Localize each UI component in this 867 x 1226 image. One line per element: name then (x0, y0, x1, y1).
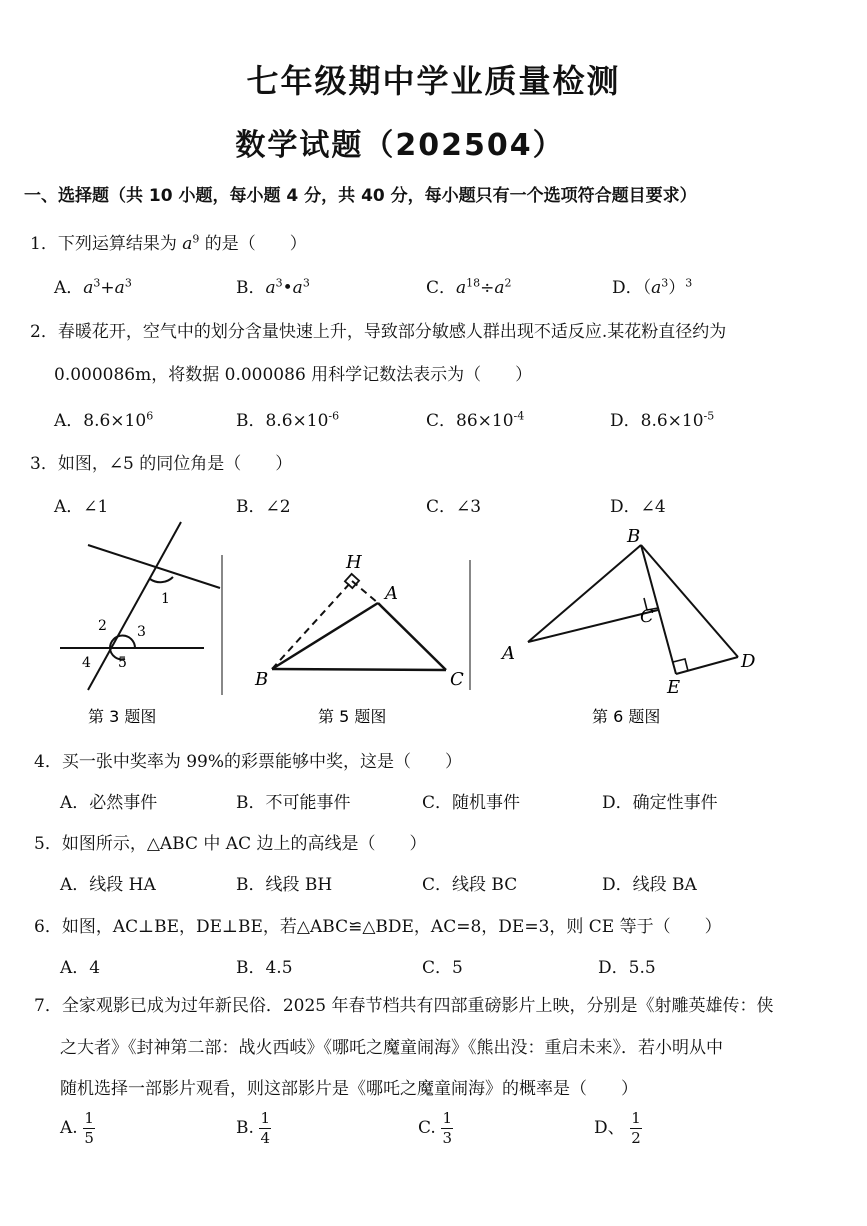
q7-fraction-a: $\frac{1}{5}$ (84, 1109, 94, 1147)
fig3-label-5: 5 (118, 655, 127, 671)
question-4-stem: 4．买一张中奖率为 99%的彩票能够中奖，这是（ ） (34, 752, 463, 772)
question-2-line1: 2．春暖花开，空气中的划分含量快速上升，导致部分敏感人群出现不适反应.某花粉直径约为 (30, 322, 727, 342)
question-3-stem: 3．如图，∠5 的同位角是（ ） (30, 454, 293, 474)
fig5-side-ac (378, 603, 446, 670)
question-2-line2: 0.000086m，将数据 0.000086 用科学记数法表示为（ ） (54, 365, 533, 385)
q2-option-c: C．$86\times 10^{-4}$ (426, 409, 525, 431)
fig3-label-3: 3 (137, 624, 146, 640)
q1-option-d: D．$(a^3)^3$ (612, 276, 693, 298)
q2-option-b: B．$8.6\times 10^{-6}$ (236, 409, 340, 431)
fig5-label-a: A (385, 583, 398, 604)
exam-title: 七年级期中学业质量检测 (246, 62, 621, 100)
fig6-label-d: D (741, 651, 756, 672)
q5-option-b: B．线段 BH (236, 875, 333, 895)
exam-subtitle: 数学试题（202504） (235, 128, 565, 163)
q6-option-b: B．4.5 (236, 958, 293, 978)
q1-option-c: C．$a^{18}\div a^2$ (426, 276, 512, 298)
fig5-height-bh (272, 581, 352, 669)
question-5-stem: 5．如图所示，△ABC 中 AC 边上的高线是（ ） (34, 834, 427, 854)
q7-option-d: D、 $\frac{1}{2}$ (594, 1109, 641, 1147)
fig6-label-e: E (667, 677, 681, 698)
question-7-line3: 随机选择一部影片观看，则这部影片是《哪吒之魔童闹海》的概率是（ ） (60, 1079, 638, 1099)
fig5-side-ba (272, 603, 378, 669)
fig3-arc-1 (150, 577, 173, 582)
fig5-side-bc (272, 669, 446, 670)
question-1-stem: 1．下列运算结果为 $a^9$ 的是（ ） (30, 232, 307, 254)
fig3-caption: 第 3 题图 (88, 707, 157, 726)
fig3-label-2: 2 (98, 618, 107, 634)
q2-option-d: D．$8.6\times 10^{-5}$ (610, 409, 715, 431)
q1-option-b: B．$a^3•a^3$ (236, 276, 310, 298)
section-heading: 一、选择题（共 10 小题，每小题 4 分，共 40 分，每小题只有一个选项符合题目要求） (24, 186, 697, 206)
q3-option-c: C．∠3 (426, 497, 482, 517)
q3-option-d: D．∠4 (610, 497, 666, 517)
fig5-label-b: B (255, 669, 269, 690)
q7-fraction-b: $\frac{1}{4}$ (260, 1109, 271, 1147)
q6-option-d: D．5.5 (598, 958, 656, 978)
fig5-label-h: H (346, 552, 362, 573)
q7-option-c: C. $\frac{1}{3}$ (418, 1109, 452, 1147)
fig5-label-c: C (450, 669, 464, 690)
fig3-label-4: 4 (82, 655, 91, 671)
question-7-line1: 7．全家观影已成为过年新民俗．2025 年春节档共有四部重磅影片上映，分别是《射雕英雄传：侠 (34, 996, 774, 1016)
q2-option-a: A．$8.6\times 10^6$ (54, 409, 154, 431)
q3-option-a: A．∠1 (54, 497, 109, 517)
figures-area (0, 515, 867, 735)
q7-fraction-c: $\frac{1}{3}$ (442, 1109, 452, 1147)
figure-5 (272, 560, 470, 690)
q3-option-b: B．∠2 (236, 497, 291, 517)
q7-option-a: A. $\frac{1}{5}$ (60, 1109, 94, 1147)
q7-fraction-d: $\frac{1}{2}$ (631, 1109, 641, 1147)
fig6-label-a: A (502, 643, 515, 664)
fig6-caption: 第 6 题图 (592, 707, 661, 726)
fig3-label-1: 1 (161, 591, 170, 607)
q5-option-c: C．线段 BC (422, 875, 518, 895)
fig5-caption: 第 5 题图 (318, 707, 387, 726)
q5-option-a: A．线段 HA (60, 875, 156, 895)
q1-option-a: A．$a^3+a^3$ (54, 276, 132, 298)
question-6-stem: 6．如图，AC⊥BE，DE⊥BE，若△ABC≌△BDE，AC=8，DE=3，则 CE 等于（ ） (34, 917, 722, 937)
q4-option-b: B．不可能事件 (236, 793, 351, 813)
q4-option-a: A．必然事件 (60, 793, 158, 813)
q7-option-b: B. $\frac{1}{4}$ (236, 1109, 271, 1147)
figure-6 (528, 545, 738, 674)
q4-option-c: C．随机事件 (422, 793, 521, 813)
q6-option-a: A．4 (60, 958, 101, 978)
q5-option-d: D．线段 BA (602, 875, 697, 895)
q4-option-d: D．确定性事件 (602, 793, 718, 813)
fig6-label-b: B (627, 526, 641, 547)
question-7-line2: 之大者》《封神第二部：战火西岐》《哪吒之魔童闹海》《熊出没：重启未来》．若小明从中 (60, 1038, 723, 1058)
q6-option-c: C．5 (422, 958, 463, 978)
fig6-label-c: C (640, 606, 654, 627)
